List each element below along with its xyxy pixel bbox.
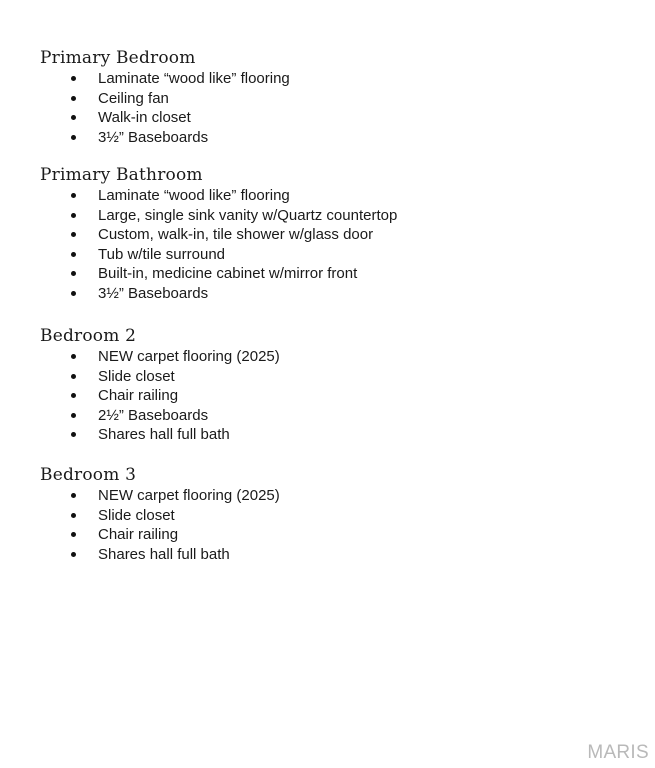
list-item: Laminate “wood like” flooring [40, 186, 640, 206]
section-heading: Bedroom 3 [40, 465, 137, 485]
maris-watermark: MARIS [587, 742, 649, 763]
bullet-icon [71, 374, 76, 379]
bullet-icon [71, 532, 76, 537]
bullet-icon [71, 193, 76, 198]
bullet-icon [71, 354, 76, 359]
bullet-icon [71, 76, 76, 81]
feature-list [40, 69, 640, 147]
section-bedroom-3 [40, 464, 640, 564]
bullet-icon [71, 96, 76, 101]
bullet-icon [71, 115, 76, 120]
feature-list [40, 347, 640, 445]
bullet-icon [71, 413, 76, 418]
bullet-icon [71, 432, 76, 437]
bullet-icon [71, 513, 76, 518]
section-bedroom-2 [40, 325, 640, 445]
bullet-icon [71, 232, 76, 237]
bullet-icon [71, 213, 76, 218]
bullet-icon [71, 252, 76, 257]
bullet-icon [71, 291, 76, 296]
list-item: Slide closet [40, 506, 640, 526]
list-item: Shares hall full bath [40, 545, 640, 565]
list-item: Custom, walk-in, tile shower w/glass door [40, 225, 640, 245]
list-item: NEW carpet flooring (2025) [40, 486, 640, 506]
section-heading: Bedroom 2 [40, 326, 137, 346]
list-item: Tub w/tile surround [40, 245, 640, 265]
list-item: Built-in, medicine cabinet w/mirror front [40, 264, 640, 284]
list-item: NEW carpet flooring (2025) [40, 347, 640, 367]
list-item: 3½” Baseboards [40, 128, 640, 148]
bullet-icon [71, 271, 76, 276]
list-item: Laminate “wood like” flooring [40, 69, 640, 89]
section-heading: Primary Bathroom [40, 165, 203, 185]
section-heading: Primary Bedroom [40, 48, 196, 68]
list-item: Chair railing [40, 386, 640, 406]
bullet-icon [71, 552, 76, 557]
feature-list [40, 486, 640, 564]
list-item: Walk-in closet [40, 108, 640, 128]
section-primary-bathroom [40, 164, 640, 304]
section-primary-bedroom [40, 47, 640, 147]
bullet-icon [71, 493, 76, 498]
list-item: Chair railing [40, 525, 640, 545]
list-item: Ceiling fan [40, 89, 640, 109]
bullet-icon [71, 393, 76, 398]
list-item: Large, single sink vanity w/Quartz countertop [40, 206, 640, 226]
list-item: Slide closet [40, 367, 640, 387]
bullet-icon [71, 135, 76, 140]
feature-list [40, 186, 640, 304]
list-item: Shares hall full bath [40, 425, 640, 445]
list-item: 3½” Baseboards [40, 284, 640, 304]
list-item: 2½” Baseboards [40, 406, 640, 426]
